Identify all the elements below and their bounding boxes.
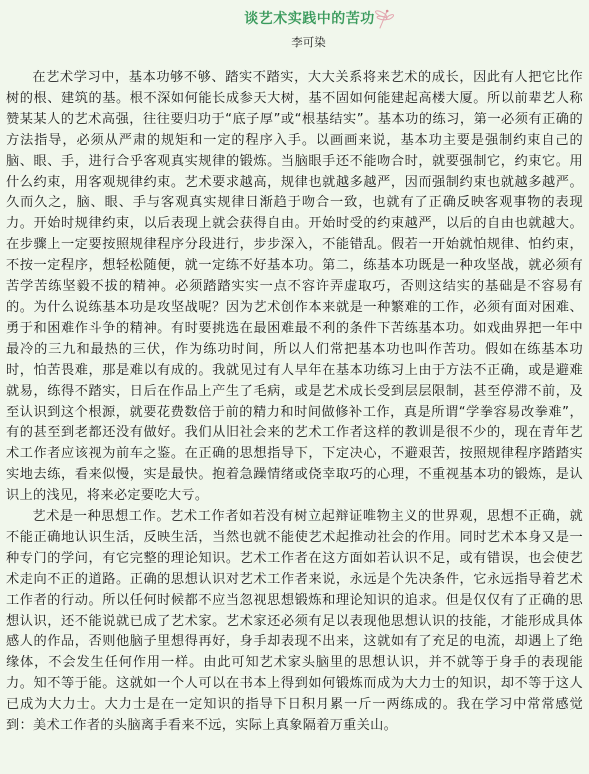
article-paragraph-1: 在艺术学习中，基本功够不够、踏实不踏实，大大关系将来艺术的成长，因此有人把它比作树的根、建筑的基。根不深如何能长成参天大树，基不固如何能建起高楼大厦。所以前辈艺人称赞某某人的艺术高强，往往要归功于“底子厚”或“根基结实”。基本功的练习，第一必须有正确的方法指导，必须从严肃的规矩和一定的程序入手。以画画来说，基本功主要是强制约束自己的脑、眼、手，进行合乎客观真实规律的锻炼。当脑眼手还不能吻合时，就要强制它，约束它。用什么约束，用客观规律约束。艺术要求越高，规律也就越多越严，因而强制约束也就越多越严。久而久之，脑、眼、手与客观真实规律日渐趋于吻合一致，也就有了正确反映客观事物的表现力。开始时规律约束，以后表现上就会获得自由。开始时受的约束越严，以后的自由也就越大。在步骤上一定要按照规律程序分段进行，步步深入，不能错乱。假若一开始就怕规律、怕约束，不按一定程序，想轻松随便，就一定练不好基本功。第二，练基本功既是一种攻坚战，就必须有苦学苦练坚毅不拔的精神。必须踏踏实实一点不容许弄虚取巧，否则这结实的基础是不容易有的。为什么说练基本功是攻坚战呢？因为艺术创作本来就是一种繁难的工作，必须有面对困难、勇于和困难作斗争的精神。有时要挑选在最困难最不利的条件下苦练基本功。如戏曲界把一年中最冷的三九和最热的三伏，作为练功时间，所以人们常把基本功也叫作苦功。假如在练基本功时，怕苦畏难，那是难以有成的。我就见过有人早年在基本功练习上由于方法不正确，或是避难就易，练得不踏实，日后在作品上产生了毛病，或是艺术成长受到层层限制，甚至停滞不前，及至认识到这个根源，就要花费数倍于前的精力和时间做修补工作，真是所谓“学拳容易改拳难”，有的甚至到老都还没有做好。我们从旧社会来的艺术工作者这样的教训是很不少的，现在青年艺术工作者应该视为前车之鉴。在正确的思想指导下，下定决心，不避艰苦，按照规律程序踏踏实实地去练，看来似慢，实是最快。抱着急躁情绪或侥幸取巧的心理，不重视基本功的锻炼，是认识上的浅见，将来必定要吃大亏。 <box>6 70 583 504</box>
article-body <box>6 68 583 737</box>
title-row <box>6 8 583 32</box>
article-paragraph-2: 艺术是一种思想工作。艺术工作者如若没有树立起辩证唯物主义的世界观，思想不正确，就不能正确地认识生活，反映生活，当然也就不能使艺术起推动社会的作用。同时艺术本身又是一种专门的学问，有它完整的理论知识。艺术工作者在这方面如若认识不足，或有错误，也会使艺术走向不正的道路。正确的思想认识对艺术工作者来说，永远是个先决条件，它永远指导着艺术工作者的行动。所以任何时候都不应当忽视思想锻炼和理论知识的追求。但是仅仅有了正确的思想认识，还不能说就已成了艺术家。艺术家还必须有足以表现他思想认识的技能，才能形成具体感人的作品，否则他脑子里想得再好，身手却表现不出来，这就如有了充足的电流，却遇上了绝缘体，不会发生任何作用一样。由此可知艺术家头脑里的思想认识，并不就等于身手的表现能力。知不等于能。这就如一个人可以在书本上得到如何锻炼而成为大力士的知识，却不等于这人已成为大力士。大力士是在一定知识的指导下日积月累一斤一两练成的。我在学习中常常感觉到：美术工作者的头脑离手看来不远，实际上真象隔着万重关山。 <box>6 509 583 734</box>
article-author: 李可染 <box>291 35 326 49</box>
dragonfly-icon <box>374 8 394 30</box>
article-title: 谈艺术实践中的苦功 <box>244 11 375 27</box>
